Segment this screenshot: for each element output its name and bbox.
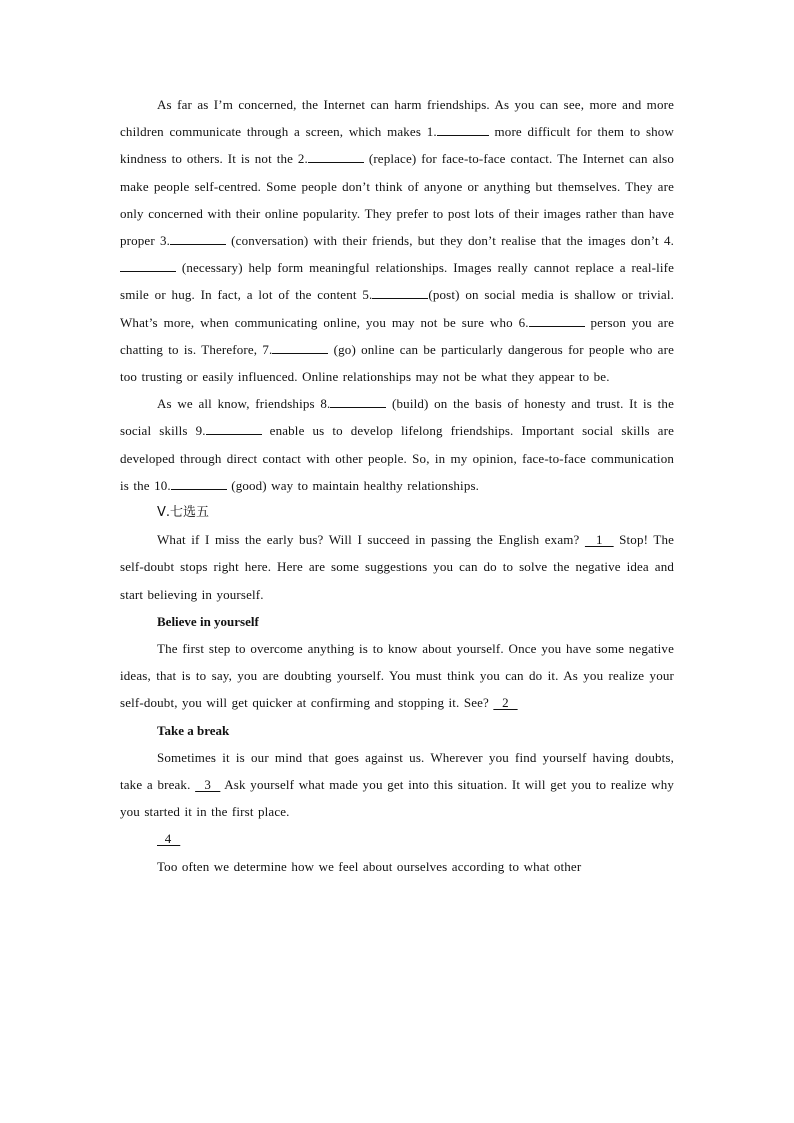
text-span: (good) way to maintain healthy relationships.: [226, 477, 480, 493]
text-span: Too often we determine how we feel about ourselves according to what other: [157, 858, 582, 874]
choice-blank-4: 4: [157, 831, 181, 847]
answer-blank-3: [170, 244, 226, 245]
text-span: Stop! The self-doubt stops right here. Here are some suggestions you can do to solve the negative idea and start believing in yourself.: [120, 532, 675, 602]
text-span: (replace) for face-to-face contact. The Internet can also make people self-centred. Some people don’t think of anyone or anything but themselves. They are only concerned with their online popularity. They prefer to post lots of their images rather than have proper 3.: [120, 151, 675, 249]
text-span: (post) on social media is shallow or trivial. What’s more, when communicating online, you may not be sure who 6.: [120, 287, 674, 330]
text-span: Sometimes it is our mind that goes against us. Wherever you find yourself having doubts, take a break.: [120, 749, 674, 793]
subheading-believe: Believe in yourself: [157, 613, 259, 629]
believe-paragraph: [120, 635, 674, 717]
text-span: more difficult for them to show kindness to others. It is not the 2.: [120, 124, 674, 167]
passage-paragraph-1: [120, 91, 674, 390]
text-span: enable us to develop lifelong friendships. Important social skills are developed through direct contact with other people. So, in my opinion, face-to-face communication is the 10.: [120, 423, 674, 493]
answer-blank-4: [120, 271, 176, 272]
answer-blank-9: [206, 434, 262, 435]
text-span: What if I miss the early bus? Will I succeed in passing the English exam?: [157, 532, 585, 548]
answer-blank-5: [372, 298, 428, 299]
subheading-break: Take a break: [157, 722, 230, 738]
text-span: As we all know, friendships 8.: [157, 396, 331, 412]
passage-paragraph-2: [120, 390, 674, 499]
text-span: (build) on the basis of honesty and trust. It is the social skills 9.: [120, 396, 674, 439]
text-span: person you are chatting to is. Therefore, 7.: [120, 314, 674, 357]
choice-blank-1: 1: [584, 532, 614, 548]
answer-blank-6: [529, 326, 585, 327]
break-paragraph: [120, 744, 674, 826]
answer-blank-1: [437, 135, 489, 136]
section-title: Ⅴ.七选五: [157, 505, 210, 521]
answer-blank-2: [308, 162, 364, 163]
text-span: (necessary) help form meaningful relationships. Images really cannot replace a real-life smile or hug. In fact, a lot of the content 5.: [120, 260, 674, 303]
answer-blank-7: [272, 353, 328, 354]
choice-blank-2: 2: [493, 695, 518, 711]
answer-blank-10: [171, 489, 227, 490]
text-span: The first step to overcome anything is to know about yourself. Once you have some negative ideas, that is to say, you are doubting yourself. You must think you can do it. As you realize your self-doubt, you will get quicker at confirming and stopping it. See?: [120, 641, 674, 711]
heading-blank-line: [120, 825, 674, 852]
intro-paragraph: [120, 526, 674, 608]
text-span: Ask yourself what made you get into this situation. It will get you to realize why you started it in the first place.: [120, 777, 674, 820]
text-span: As far as I’m concerned, the Internet can harm friendships. As you can see, more and more children communicate through a screen, which makes 1.: [120, 97, 674, 140]
text-span: (go) online can be particularly dangerous for people who are too trusting or easily influenced. Online relationships may not be what they appear to be.: [120, 341, 674, 385]
answer-blank-8: [330, 407, 386, 408]
last-paragraph: [120, 853, 674, 880]
text-span: (conversation) with their friends, but they don’t realise that the images don’t 4.: [226, 233, 675, 249]
choice-blank-3: 3: [195, 777, 221, 793]
